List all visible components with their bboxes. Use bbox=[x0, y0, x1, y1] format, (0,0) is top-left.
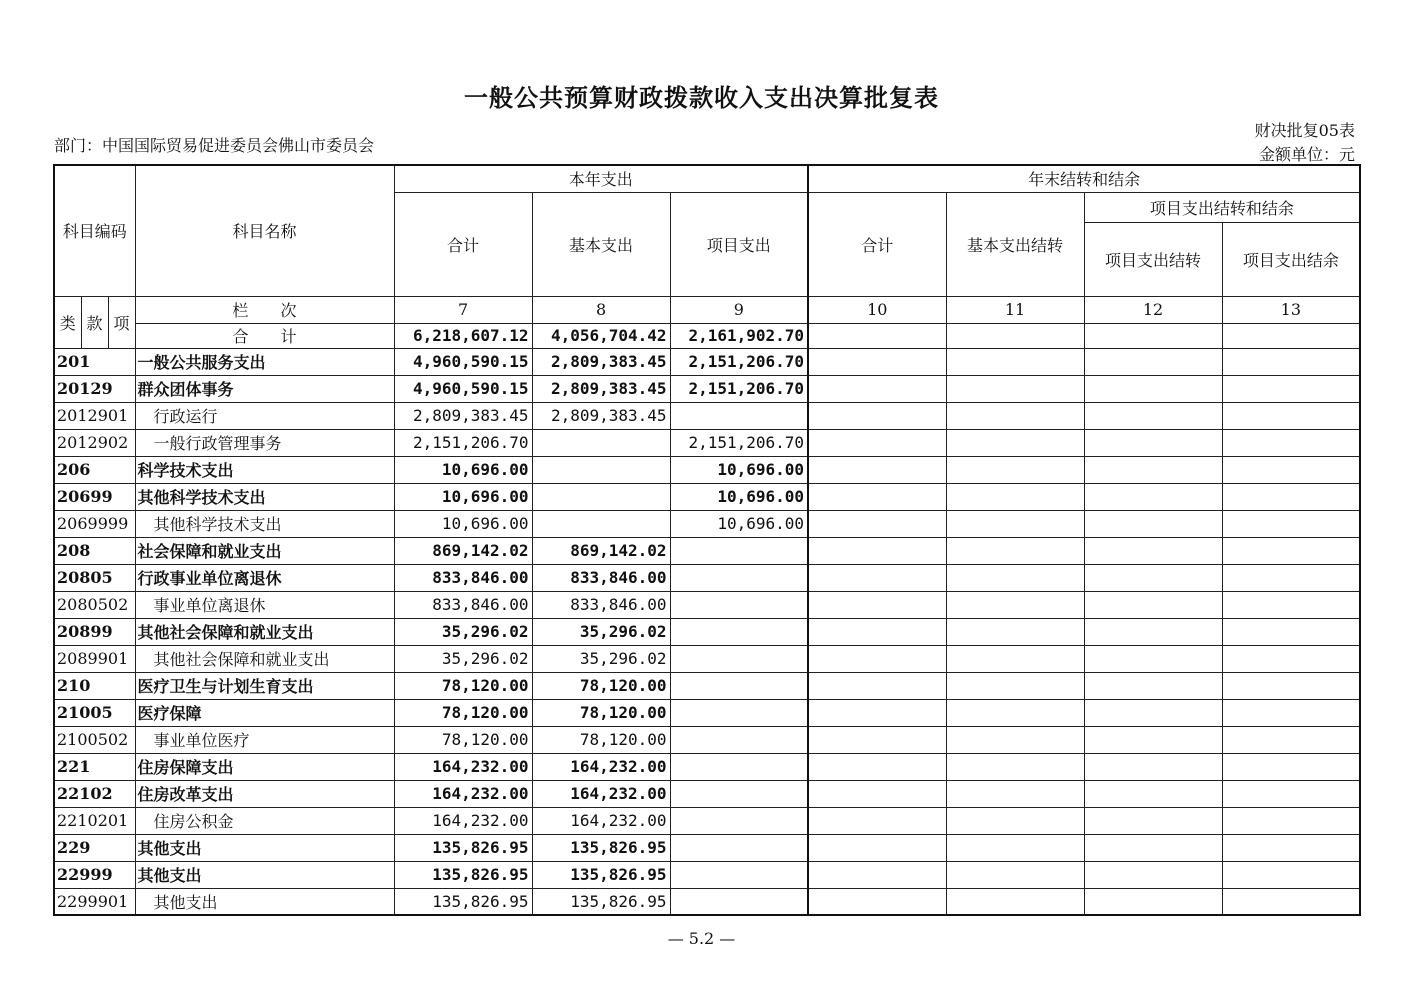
empty-cell bbox=[1222, 726, 1360, 753]
table-row bbox=[54, 564, 1360, 591]
empty-cell bbox=[946, 834, 1084, 861]
row-name: 其他社会保障和就业支出 bbox=[135, 645, 394, 672]
empty-cell bbox=[1222, 861, 1360, 888]
empty-cell bbox=[1084, 456, 1222, 483]
empty-cell bbox=[1222, 645, 1360, 672]
table-row bbox=[54, 537, 1360, 564]
row-basic: 164,232.00 bbox=[532, 807, 670, 834]
row-name: 行政事业单位离退休 bbox=[135, 564, 394, 591]
empty-cell bbox=[1084, 402, 1222, 429]
row-total: 78,120.00 bbox=[394, 672, 532, 699]
row-name: 其他支出 bbox=[135, 888, 394, 915]
row-total: 869,142.02 bbox=[394, 537, 532, 564]
row-project bbox=[670, 699, 808, 726]
row-basic: 135,826.95 bbox=[532, 861, 670, 888]
row-name: 群众团体事务 bbox=[135, 375, 394, 402]
header-project-carry: 项目支出结转 bbox=[1084, 222, 1222, 296]
row-code: 201 bbox=[54, 348, 135, 375]
empty-cell bbox=[946, 753, 1084, 780]
row-name: 科学技术支出 bbox=[135, 456, 394, 483]
empty-cell bbox=[1084, 537, 1222, 564]
empty-cell bbox=[1222, 699, 1360, 726]
empty-cell bbox=[1084, 753, 1222, 780]
row-name: 社会保障和就业支出 bbox=[135, 537, 394, 564]
row-name: 其他社会保障和就业支出 bbox=[135, 618, 394, 645]
row-project bbox=[670, 402, 808, 429]
row-basic bbox=[532, 429, 670, 456]
empty-cell bbox=[1222, 402, 1360, 429]
row-total: 78,120.00 bbox=[394, 699, 532, 726]
row-total: 78,120.00 bbox=[394, 726, 532, 753]
row-name: 事业单位医疗 bbox=[135, 726, 394, 753]
department-label: 部门：中国国际贸易促进委员会佛山市委员会 bbox=[54, 136, 375, 155]
row-total: 2,809,383.45 bbox=[394, 402, 532, 429]
col-num: 7 bbox=[394, 296, 532, 323]
empty-cell bbox=[1222, 323, 1360, 348]
header-ye-total: 合计 bbox=[808, 192, 946, 296]
row-project bbox=[670, 672, 808, 699]
empty-cell bbox=[808, 323, 946, 348]
row-project bbox=[670, 861, 808, 888]
empty-cell bbox=[946, 780, 1084, 807]
empty-cell bbox=[1222, 591, 1360, 618]
empty-cell bbox=[1084, 888, 1222, 915]
row-code: 210 bbox=[54, 672, 135, 699]
row-name: 一般公共服务支出 bbox=[135, 348, 394, 375]
empty-cell bbox=[946, 510, 1084, 537]
empty-cell bbox=[808, 834, 946, 861]
empty-cell bbox=[1222, 888, 1360, 915]
table-row bbox=[54, 807, 1360, 834]
table-row bbox=[54, 375, 1360, 402]
row-project bbox=[670, 726, 808, 753]
empty-cell bbox=[808, 888, 946, 915]
row-name: 其他科学技术支出 bbox=[135, 510, 394, 537]
header-current-year: 本年支出 bbox=[394, 165, 808, 192]
row-total: 10,696.00 bbox=[394, 510, 532, 537]
empty-cell bbox=[946, 807, 1084, 834]
empty-cell bbox=[946, 348, 1084, 375]
table-row bbox=[54, 753, 1360, 780]
empty-cell bbox=[1084, 834, 1222, 861]
empty-cell bbox=[946, 618, 1084, 645]
row-code: 221 bbox=[54, 753, 135, 780]
table-row bbox=[54, 402, 1360, 429]
empty-cell bbox=[808, 483, 946, 510]
row-basic bbox=[532, 456, 670, 483]
table-body bbox=[54, 348, 1360, 915]
row-basic: 833,846.00 bbox=[532, 564, 670, 591]
table-row bbox=[54, 429, 1360, 456]
col-num: 10 bbox=[808, 296, 946, 323]
empty-cell bbox=[946, 402, 1084, 429]
row-project bbox=[670, 564, 808, 591]
header-project-surplus: 项目支出结余 bbox=[1222, 222, 1360, 296]
row-basic bbox=[532, 510, 670, 537]
empty-cell bbox=[808, 618, 946, 645]
col-num: 11 bbox=[946, 296, 1084, 323]
empty-cell bbox=[808, 348, 946, 375]
row-code: 2069999 bbox=[54, 510, 135, 537]
empty-cell bbox=[1084, 645, 1222, 672]
row-code: 208 bbox=[54, 537, 135, 564]
empty-cell bbox=[1222, 753, 1360, 780]
row-code: 22999 bbox=[54, 861, 135, 888]
row-project: 2,151,206.70 bbox=[670, 429, 808, 456]
row-total: 135,826.95 bbox=[394, 888, 532, 915]
empty-cell bbox=[808, 780, 946, 807]
empty-cell bbox=[946, 456, 1084, 483]
row-total: 135,826.95 bbox=[394, 834, 532, 861]
row-project bbox=[670, 618, 808, 645]
row-name: 住房保障支出 bbox=[135, 753, 394, 780]
empty-cell bbox=[946, 323, 1084, 348]
header-xiang: 项 bbox=[108, 296, 135, 348]
row-code: 20699 bbox=[54, 483, 135, 510]
row-code: 229 bbox=[54, 834, 135, 861]
row-code: 21005 bbox=[54, 699, 135, 726]
empty-cell bbox=[946, 483, 1084, 510]
row-name: 行政运行 bbox=[135, 402, 394, 429]
row-name: 医疗卫生与计划生育支出 bbox=[135, 672, 394, 699]
row-basic: 35,296.02 bbox=[532, 618, 670, 645]
empty-cell bbox=[1084, 726, 1222, 753]
row-basic: 2,809,383.45 bbox=[532, 402, 670, 429]
empty-cell bbox=[808, 753, 946, 780]
row-code: 20899 bbox=[54, 618, 135, 645]
empty-cell bbox=[1222, 483, 1360, 510]
table-row bbox=[54, 726, 1360, 753]
grand-project: 2,161,902.70 bbox=[670, 323, 808, 348]
row-project bbox=[670, 888, 808, 915]
grand-basic: 4,056,704.42 bbox=[532, 323, 670, 348]
row-name: 一般行政管理事务 bbox=[135, 429, 394, 456]
header-lanci: 栏 次 bbox=[135, 296, 394, 323]
empty-cell bbox=[1084, 672, 1222, 699]
row-project: 10,696.00 bbox=[670, 510, 808, 537]
empty-cell bbox=[1084, 807, 1222, 834]
row-basic bbox=[532, 483, 670, 510]
empty-cell bbox=[1222, 564, 1360, 591]
empty-cell bbox=[808, 456, 946, 483]
empty-cell bbox=[946, 564, 1084, 591]
row-basic: 833,846.00 bbox=[532, 591, 670, 618]
empty-cell bbox=[1084, 323, 1222, 348]
empty-cell bbox=[1084, 618, 1222, 645]
table-row bbox=[54, 672, 1360, 699]
empty-cell bbox=[1084, 510, 1222, 537]
row-total: 10,696.00 bbox=[394, 483, 532, 510]
row-code: 22102 bbox=[54, 780, 135, 807]
header-basic-carry: 基本支出结转 bbox=[946, 192, 1084, 296]
row-total: 35,296.02 bbox=[394, 645, 532, 672]
empty-cell bbox=[1222, 807, 1360, 834]
col-num: 9 bbox=[670, 296, 808, 323]
empty-cell bbox=[808, 429, 946, 456]
row-name: 住房改革支出 bbox=[135, 780, 394, 807]
row-total: 164,232.00 bbox=[394, 753, 532, 780]
row-basic: 164,232.00 bbox=[532, 780, 670, 807]
row-project: 2,151,206.70 bbox=[670, 348, 808, 375]
row-code: 2100502 bbox=[54, 726, 135, 753]
row-total: 833,846.00 bbox=[394, 564, 532, 591]
empty-cell bbox=[1222, 618, 1360, 645]
table-row bbox=[54, 699, 1360, 726]
table-row bbox=[54, 456, 1360, 483]
row-project bbox=[670, 834, 808, 861]
empty-cell bbox=[946, 645, 1084, 672]
row-name: 事业单位离退休 bbox=[135, 591, 394, 618]
row-code: 20805 bbox=[54, 564, 135, 591]
header-code: 科目编码 bbox=[54, 165, 135, 296]
row-total: 35,296.02 bbox=[394, 618, 532, 645]
header-name: 科目名称 bbox=[135, 165, 394, 296]
empty-cell bbox=[946, 591, 1084, 618]
row-name: 其他支出 bbox=[135, 834, 394, 861]
row-total: 135,826.95 bbox=[394, 861, 532, 888]
empty-cell bbox=[808, 672, 946, 699]
col-num: 12 bbox=[1084, 296, 1222, 323]
table-row bbox=[54, 861, 1360, 888]
empty-cell bbox=[1084, 591, 1222, 618]
empty-cell bbox=[808, 402, 946, 429]
header-project: 项目支出 bbox=[670, 192, 808, 296]
form-number: 财决批复05表 bbox=[1254, 121, 1355, 140]
row-total: 164,232.00 bbox=[394, 780, 532, 807]
empty-cell bbox=[1222, 429, 1360, 456]
row-basic: 78,120.00 bbox=[532, 672, 670, 699]
row-basic: 2,809,383.45 bbox=[532, 348, 670, 375]
row-basic: 164,232.00 bbox=[532, 753, 670, 780]
table-row bbox=[54, 510, 1360, 537]
row-total: 164,232.00 bbox=[394, 807, 532, 834]
table-row bbox=[54, 483, 1360, 510]
table-row bbox=[54, 888, 1360, 915]
approval-table bbox=[53, 164, 1361, 916]
row-project: 10,696.00 bbox=[670, 483, 808, 510]
header-project-group: 项目支出结转和结余 bbox=[1084, 192, 1360, 222]
row-project bbox=[670, 645, 808, 672]
empty-cell bbox=[808, 537, 946, 564]
row-name: 其他支出 bbox=[135, 861, 394, 888]
row-total: 2,151,206.70 bbox=[394, 429, 532, 456]
empty-cell bbox=[946, 537, 1084, 564]
empty-cell bbox=[808, 699, 946, 726]
row-code: 2089901 bbox=[54, 645, 135, 672]
empty-cell bbox=[946, 699, 1084, 726]
table-row bbox=[54, 591, 1360, 618]
row-project bbox=[670, 537, 808, 564]
empty-cell bbox=[1222, 537, 1360, 564]
header-year-end: 年末结转和结余 bbox=[808, 165, 1360, 192]
empty-cell bbox=[946, 429, 1084, 456]
empty-cell bbox=[946, 726, 1084, 753]
row-total: 4,960,590.15 bbox=[394, 375, 532, 402]
empty-cell bbox=[1222, 375, 1360, 402]
row-code: 2210201 bbox=[54, 807, 135, 834]
empty-cell bbox=[946, 375, 1084, 402]
empty-cell bbox=[808, 645, 946, 672]
row-code: 2299901 bbox=[54, 888, 135, 915]
row-name: 医疗保障 bbox=[135, 699, 394, 726]
page-number: — 5.2 — bbox=[667, 929, 736, 948]
empty-cell bbox=[1084, 861, 1222, 888]
empty-cell bbox=[1084, 483, 1222, 510]
empty-cell bbox=[808, 726, 946, 753]
row-code: 20129 bbox=[54, 375, 135, 402]
empty-cell bbox=[1084, 348, 1222, 375]
empty-cell bbox=[808, 861, 946, 888]
row-project bbox=[670, 807, 808, 834]
empty-cell bbox=[1222, 510, 1360, 537]
empty-cell bbox=[946, 888, 1084, 915]
row-name: 其他科学技术支出 bbox=[135, 483, 394, 510]
row-code: 206 bbox=[54, 456, 135, 483]
empty-cell bbox=[1222, 348, 1360, 375]
row-code: 2012901 bbox=[54, 402, 135, 429]
empty-cell bbox=[808, 564, 946, 591]
empty-cell bbox=[808, 375, 946, 402]
row-basic: 35,296.02 bbox=[532, 645, 670, 672]
grand-total: 6,218,607.12 bbox=[394, 323, 532, 348]
page-title: 一般公共预算财政拨款收入支出决算批复表 bbox=[464, 84, 939, 112]
col-num: 13 bbox=[1222, 296, 1360, 323]
empty-cell bbox=[1084, 429, 1222, 456]
row-total: 10,696.00 bbox=[394, 456, 532, 483]
empty-cell bbox=[808, 510, 946, 537]
row-project bbox=[670, 591, 808, 618]
empty-cell bbox=[808, 807, 946, 834]
row-total: 833,846.00 bbox=[394, 591, 532, 618]
header-total: 合计 bbox=[394, 192, 532, 296]
row-project: 2,151,206.70 bbox=[670, 375, 808, 402]
row-project: 10,696.00 bbox=[670, 456, 808, 483]
row-basic: 2,809,383.45 bbox=[532, 375, 670, 402]
table-row bbox=[54, 348, 1360, 375]
table-row bbox=[54, 645, 1360, 672]
header-lei: 类 bbox=[54, 296, 81, 348]
table-row bbox=[54, 834, 1360, 861]
row-basic: 78,120.00 bbox=[532, 726, 670, 753]
header-heji: 合 计 bbox=[135, 323, 394, 348]
row-total: 4,960,590.15 bbox=[394, 348, 532, 375]
empty-cell bbox=[1222, 780, 1360, 807]
amount-unit: 金额单位：元 bbox=[1258, 145, 1355, 164]
col-num: 8 bbox=[532, 296, 670, 323]
table-row bbox=[54, 780, 1360, 807]
empty-cell bbox=[1222, 672, 1360, 699]
empty-cell bbox=[1222, 456, 1360, 483]
empty-cell bbox=[1084, 699, 1222, 726]
row-project bbox=[670, 753, 808, 780]
empty-cell bbox=[946, 861, 1084, 888]
row-code: 2012902 bbox=[54, 429, 135, 456]
row-code: 2080502 bbox=[54, 591, 135, 618]
table-row bbox=[54, 618, 1360, 645]
row-basic: 78,120.00 bbox=[532, 699, 670, 726]
row-basic: 135,826.95 bbox=[532, 888, 670, 915]
empty-cell bbox=[808, 591, 946, 618]
row-basic: 135,826.95 bbox=[532, 834, 670, 861]
header-kuan: 款 bbox=[81, 296, 108, 348]
row-project bbox=[670, 780, 808, 807]
empty-cell bbox=[1084, 780, 1222, 807]
empty-cell bbox=[1084, 564, 1222, 591]
empty-cell bbox=[1222, 834, 1360, 861]
empty-cell bbox=[1084, 375, 1222, 402]
row-basic: 869,142.02 bbox=[532, 537, 670, 564]
empty-cell bbox=[946, 672, 1084, 699]
row-name: 住房公积金 bbox=[135, 807, 394, 834]
header-basic: 基本支出 bbox=[532, 192, 670, 296]
